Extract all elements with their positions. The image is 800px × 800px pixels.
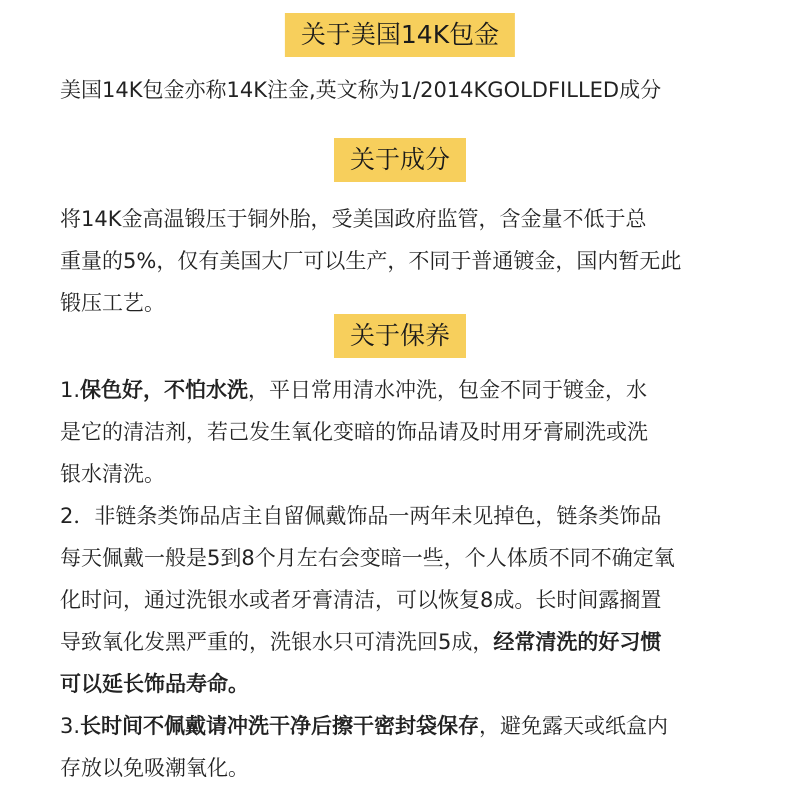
intro-text: 美国14K包金亦称14K注金,英文称为1/2014KGOLDFILLED成分 — [60, 78, 662, 102]
care-item-2-line: 化时问，通过洗银水或者牙膏清洁，可以恢复8成。长时间露搁置 — [60, 588, 662, 612]
composition-line: 锻压工艺。 — [60, 291, 165, 315]
care-item-3-number: 3. — [60, 714, 81, 738]
heading-about-care: 关于保养 — [334, 314, 466, 358]
heading-about-composition: 关于成分 — [334, 138, 466, 182]
care-item-3-emphasis: 长时间不佩戴请冲洗干净后擦干密封袋保存 — [80, 714, 480, 738]
care-item-1 — [60, 369, 760, 495]
care-item-3-text: ，避免露天或纸盒内 — [479, 714, 669, 738]
care-item-2-emphasis: 可以延长饰品寿命。 — [60, 672, 249, 696]
composition-paragraph — [60, 198, 760, 324]
care-item-2-text: 导致氧化发黑严重的，洗银水只可清洗回5成， — [60, 630, 494, 654]
care-item-1-line: 银水清洗。 — [60, 462, 165, 486]
care-item-1-line: 是它的清洁剂，若己发生氧化变暗的饰品请及时用牙膏刷洗或洗 — [60, 420, 648, 444]
care-item-2-emphasis: 经常清洗的好习惯 — [493, 630, 662, 654]
care-item-2-line: 2．非链条类饰品店主自留佩戴饰品一两年未见掉色，链条类饰品 — [60, 504, 662, 528]
care-item-3-line: 存放以免吸潮氧化。 — [60, 756, 249, 780]
care-item-3 — [60, 705, 760, 789]
care-item-1-line — [60, 369, 760, 411]
care-item-2 — [60, 495, 760, 705]
care-item-1-text: ，平日常用清水冲洗，包金不同于镀金，水 — [248, 378, 648, 402]
care-item-3-line — [60, 705, 760, 747]
heading-about-14k: 关于美国14K包金 — [285, 13, 515, 57]
composition-line: 重量的5%，仅有美国大厂可以生产，不同于普通镀金，国内暂无此 — [60, 249, 682, 273]
care-item-2-line: 每天佩戴一般是5到8个月左右会变暗一些，个人体质不同不确定氧 — [60, 546, 675, 570]
care-item-2-line — [60, 663, 760, 705]
care-item-2-line — [60, 621, 760, 663]
composition-line: 将14K金高温锻压于铜外胎，受美国政府监管，含金量不低于总 — [60, 207, 647, 231]
care-item-1-emphasis: 保色好，不怕水洗 — [80, 378, 249, 402]
care-item-1-number: 1. — [60, 378, 81, 402]
